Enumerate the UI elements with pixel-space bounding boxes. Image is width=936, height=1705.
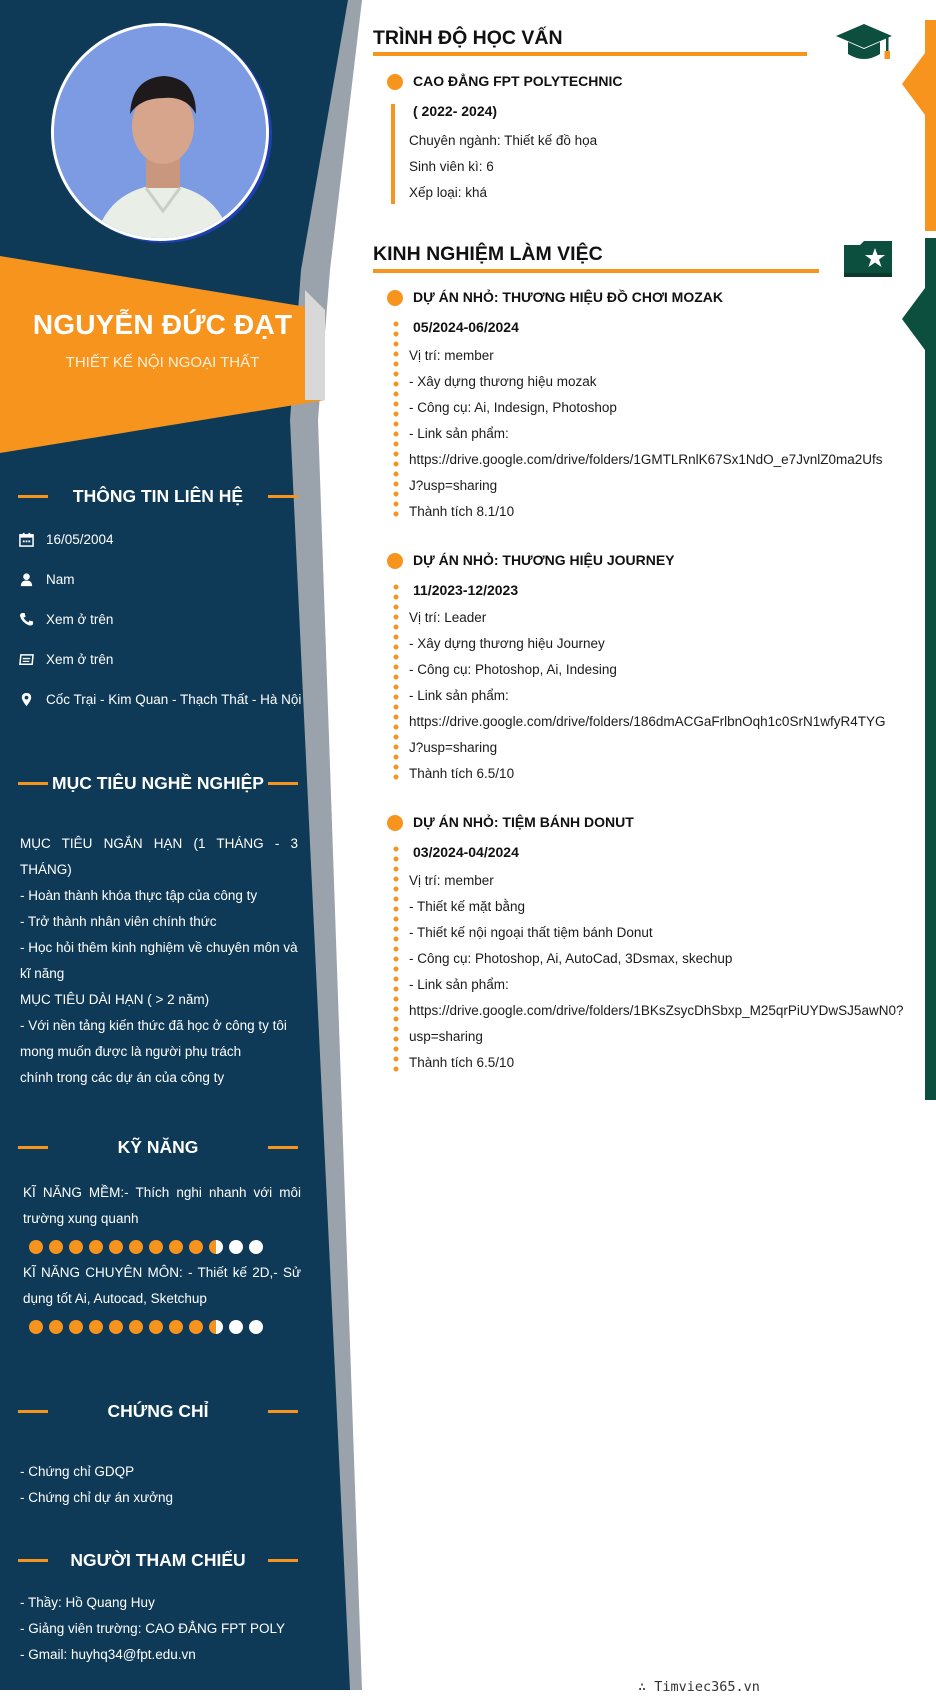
skill-rating-dot: [29, 1240, 43, 1254]
skill-rating-dot: [49, 1320, 63, 1334]
job-title: THIẾT KẾ NỘI NGOẠI THẤT: [65, 354, 260, 371]
project-name: DỰ ÁN NHỎ: TIỆM BÁNH DONUT: [413, 814, 634, 830]
skill-rating-dot: [209, 1320, 223, 1334]
education-underline: [373, 52, 807, 56]
skill-rating: [29, 1320, 263, 1334]
project-details: [409, 343, 882, 525]
skill-rating-dot: [149, 1320, 163, 1334]
phone-text: Xem ở trên: [46, 611, 114, 627]
project-detail: Vị trí: Leader: [409, 610, 487, 625]
project-bullet: [387, 815, 403, 831]
contact-address: [19, 688, 309, 710]
education-detail: Sinh viên kì: 6: [409, 159, 494, 174]
skill-rating-dot: [129, 1320, 143, 1334]
certificate-item: - Chứng chỉ GDQP: [20, 1464, 135, 1479]
project-date: 03/2024-04/2024: [413, 844, 519, 860]
references-title: NGƯỜI THAM CHIẾU: [70, 1549, 246, 1570]
envelope-icon: [19, 652, 34, 667]
skill-professional-text: KĨ NĂNG CHUYÊN MÔN: - Thiết kế 2D,- Sử dụng tốt Ai, Autocad, Sketchup: [23, 1265, 301, 1306]
skill-rating-dot: [229, 1240, 243, 1254]
contact-phone: [19, 608, 309, 630]
project-timeline: [393, 582, 399, 782]
project-timeline: [393, 844, 399, 1074]
education-detail: Chuyên ngành: Thiết kế đồ họa: [409, 133, 598, 148]
phone-icon: [19, 612, 34, 627]
project-detail: - Link sản phẩm:: [409, 977, 509, 992]
project-details: [409, 605, 885, 787]
objective-heading: [18, 770, 298, 796]
project-detail: - Link sản phẩm:: [409, 688, 509, 703]
education-side-bar: [391, 104, 395, 204]
objective-body: [20, 831, 298, 1091]
contact-heading: [18, 483, 298, 509]
project-link[interactable]: https://drive.google.com/drive/folders/186dmACGaFrlbnOqh1c0SrN1wfyR4TYG: [409, 714, 886, 729]
certificates-title: CHỨNG CHỈ: [107, 1400, 209, 1421]
objective-line: - Trở thành nhân viên chính thức: [20, 914, 217, 929]
project-date: 11/2023-12/2023: [413, 582, 519, 598]
objective-line: - Học hỏi thêm kinh nghiệm về chuyên môn và kĩ năng: [20, 940, 298, 981]
address-text: Cốc Trại - Kim Quan - Thạch Thất - Hà Nội: [46, 691, 302, 707]
skill-rating-dot: [209, 1240, 223, 1254]
school-name: CAO ĐẲNG FPT POLYTECHNIC: [413, 73, 623, 89]
skill-rating-dot: [129, 1240, 143, 1254]
short-term-goal: MỤC TIÊU NGẮN HẠN (1 THÁNG - 3 THÁNG): [20, 836, 298, 877]
skill-rating-dot: [189, 1320, 203, 1334]
gender-text: Nam: [46, 571, 75, 587]
skill-rating-dot: [249, 1240, 263, 1254]
birthday-text: 16/05/2004: [46, 531, 114, 547]
project-link[interactable]: J?usp=sharing: [409, 740, 498, 755]
reference-item: - Gmail: huyhq34@fpt.edu.vn: [20, 1647, 196, 1662]
skill-rating-dot: [189, 1240, 203, 1254]
project-detail: Thành tích 6.5/10: [409, 1055, 515, 1070]
contact-title: THÔNG TIN LIÊN HỆ: [72, 485, 244, 506]
map-pin-icon: [19, 692, 34, 707]
project-name: DỰ ÁN NHỎ: THƯƠNG HIỆU JOURNEY: [413, 552, 675, 568]
certificate-item: - Chứng chỉ dự án xưởng: [20, 1490, 174, 1505]
skill-rating-dot: [109, 1240, 123, 1254]
skill-rating-dot: [69, 1240, 83, 1254]
certificates-list: [20, 1459, 298, 1511]
skill-rating-dot: [69, 1320, 83, 1334]
skill-rating-dot: [89, 1320, 103, 1334]
project-detail: - Link sản phẩm:: [409, 426, 509, 441]
skills-heading: [18, 1134, 298, 1160]
contact-email: [19, 648, 309, 670]
education-details: [409, 128, 597, 206]
right-edge-decoration: [900, 20, 936, 1100]
project-detail: - Thiết kế mặt bằng: [409, 899, 526, 914]
skill-rating-dot: [49, 1240, 63, 1254]
project-details: [409, 868, 903, 1076]
candidate-name: NGUYỄN ĐỨC ĐẠT: [32, 309, 293, 340]
project-date: 05/2024-06/2024: [413, 319, 519, 335]
certificates-heading: [18, 1398, 298, 1424]
project-detail: Vị trí: member: [409, 873, 494, 888]
long-term-goal: MỤC TIÊU DÀI HẠN ( > 2 năm): [20, 992, 210, 1007]
skill-soft-text: KĨ NĂNG MỀM:- Thích nghi nhanh với môi trường xung quanh: [23, 1185, 301, 1226]
project-detail: - Công cụ: Photoshop, Ai, Indesing: [409, 662, 617, 677]
education-detail: Xếp loại: khá: [409, 185, 488, 200]
skill-rating-dot: [169, 1320, 183, 1334]
education-title: TRÌNH ĐỘ HỌC VẤN: [373, 27, 563, 49]
project-link[interactable]: J?usp=sharing: [409, 478, 498, 493]
briefcase-star-icon: [842, 237, 894, 279]
contact-birthday: [19, 528, 309, 550]
project-detail: Thành tích 8.1/10: [409, 504, 515, 519]
project-link[interactable]: https://drive.google.com/drive/folders/1GMTLRnlK67Sx1NdO_e7JvnlZ0ma2Ufs: [409, 452, 883, 467]
project-bullet: [387, 290, 403, 306]
skill-rating-dot: [89, 1240, 103, 1254]
skill-rating-dot: [249, 1320, 263, 1334]
objective-title: MỤC TIÊU NGHỀ NGHIỆP: [52, 772, 264, 793]
objective-line: chính trong các dự án của công ty: [20, 1070, 225, 1085]
experience-underline: [373, 269, 819, 273]
skill-rating-dot: [29, 1320, 43, 1334]
project-timeline: [393, 319, 399, 519]
references-list: [20, 1590, 298, 1668]
project-detail: Vị trí: member: [409, 348, 494, 363]
footer-brand-text: Timviec365.vn: [654, 1679, 760, 1695]
email-text: Xem ở trên: [46, 651, 114, 667]
project-detail: - Công cụ: Ai, Indesign, Photoshop: [409, 400, 617, 415]
graduation-cap-icon: [834, 22, 894, 66]
skills-title: KỸ NĂNG: [117, 1136, 199, 1157]
references-heading: [18, 1547, 298, 1573]
objective-line: - Với nền tảng kiến thức đã học ở công ty tôi mong muốn được là người phụ trách: [20, 1018, 287, 1059]
project-link[interactable]: https://drive.google.com/drive/folders/1BKsZsycDhSbxp_M25qrPiUYDwSJ5awN0?: [409, 1003, 904, 1018]
project-detail: - Xây dựng thương hiệu mozak: [409, 374, 597, 389]
calendar-icon: [19, 532, 34, 547]
education-years: ( 2022- 2024): [413, 103, 498, 119]
project-name: DỰ ÁN NHỎ: THƯƠNG HIỆU ĐỒ CHƠI MOZAK: [413, 289, 723, 305]
project-detail: Thành tích 6.5/10: [409, 766, 515, 781]
experience-title: KINH NGHIỆM LÀM VIỆC: [373, 243, 603, 265]
project-detail: - Xây dựng thương hiệu Journey: [409, 636, 605, 651]
user-icon: [19, 572, 34, 587]
contact-gender: [19, 568, 309, 590]
skill-rating-dot: [149, 1240, 163, 1254]
project-detail: - Thiết kế nội ngoại thất tiệm bánh Donut: [409, 925, 653, 940]
objective-line: - Hoàn thành khóa thực tập của công ty: [20, 888, 258, 903]
project-bullet: [387, 553, 403, 569]
avatar: [51, 23, 269, 241]
skill-rating-dot: [229, 1320, 243, 1334]
skill-rating-dot: [169, 1240, 183, 1254]
footer-brand: ∴ Timviec365.vn: [638, 1679, 760, 1695]
skill-rating-dot: [109, 1320, 123, 1334]
education-bullet: [387, 74, 403, 90]
reference-item: - Giảng viên trường: CAO ĐẲNG FPT POLY: [20, 1621, 285, 1636]
project-link[interactable]: usp=sharing: [409, 1029, 483, 1044]
skill-rating: [29, 1240, 263, 1254]
project-detail: - Công cụ: Photoshop, Ai, AutoCad, 3Dsmax, skechup: [409, 951, 733, 966]
reference-item: - Thầy: Hồ Quang Huy: [20, 1595, 155, 1610]
